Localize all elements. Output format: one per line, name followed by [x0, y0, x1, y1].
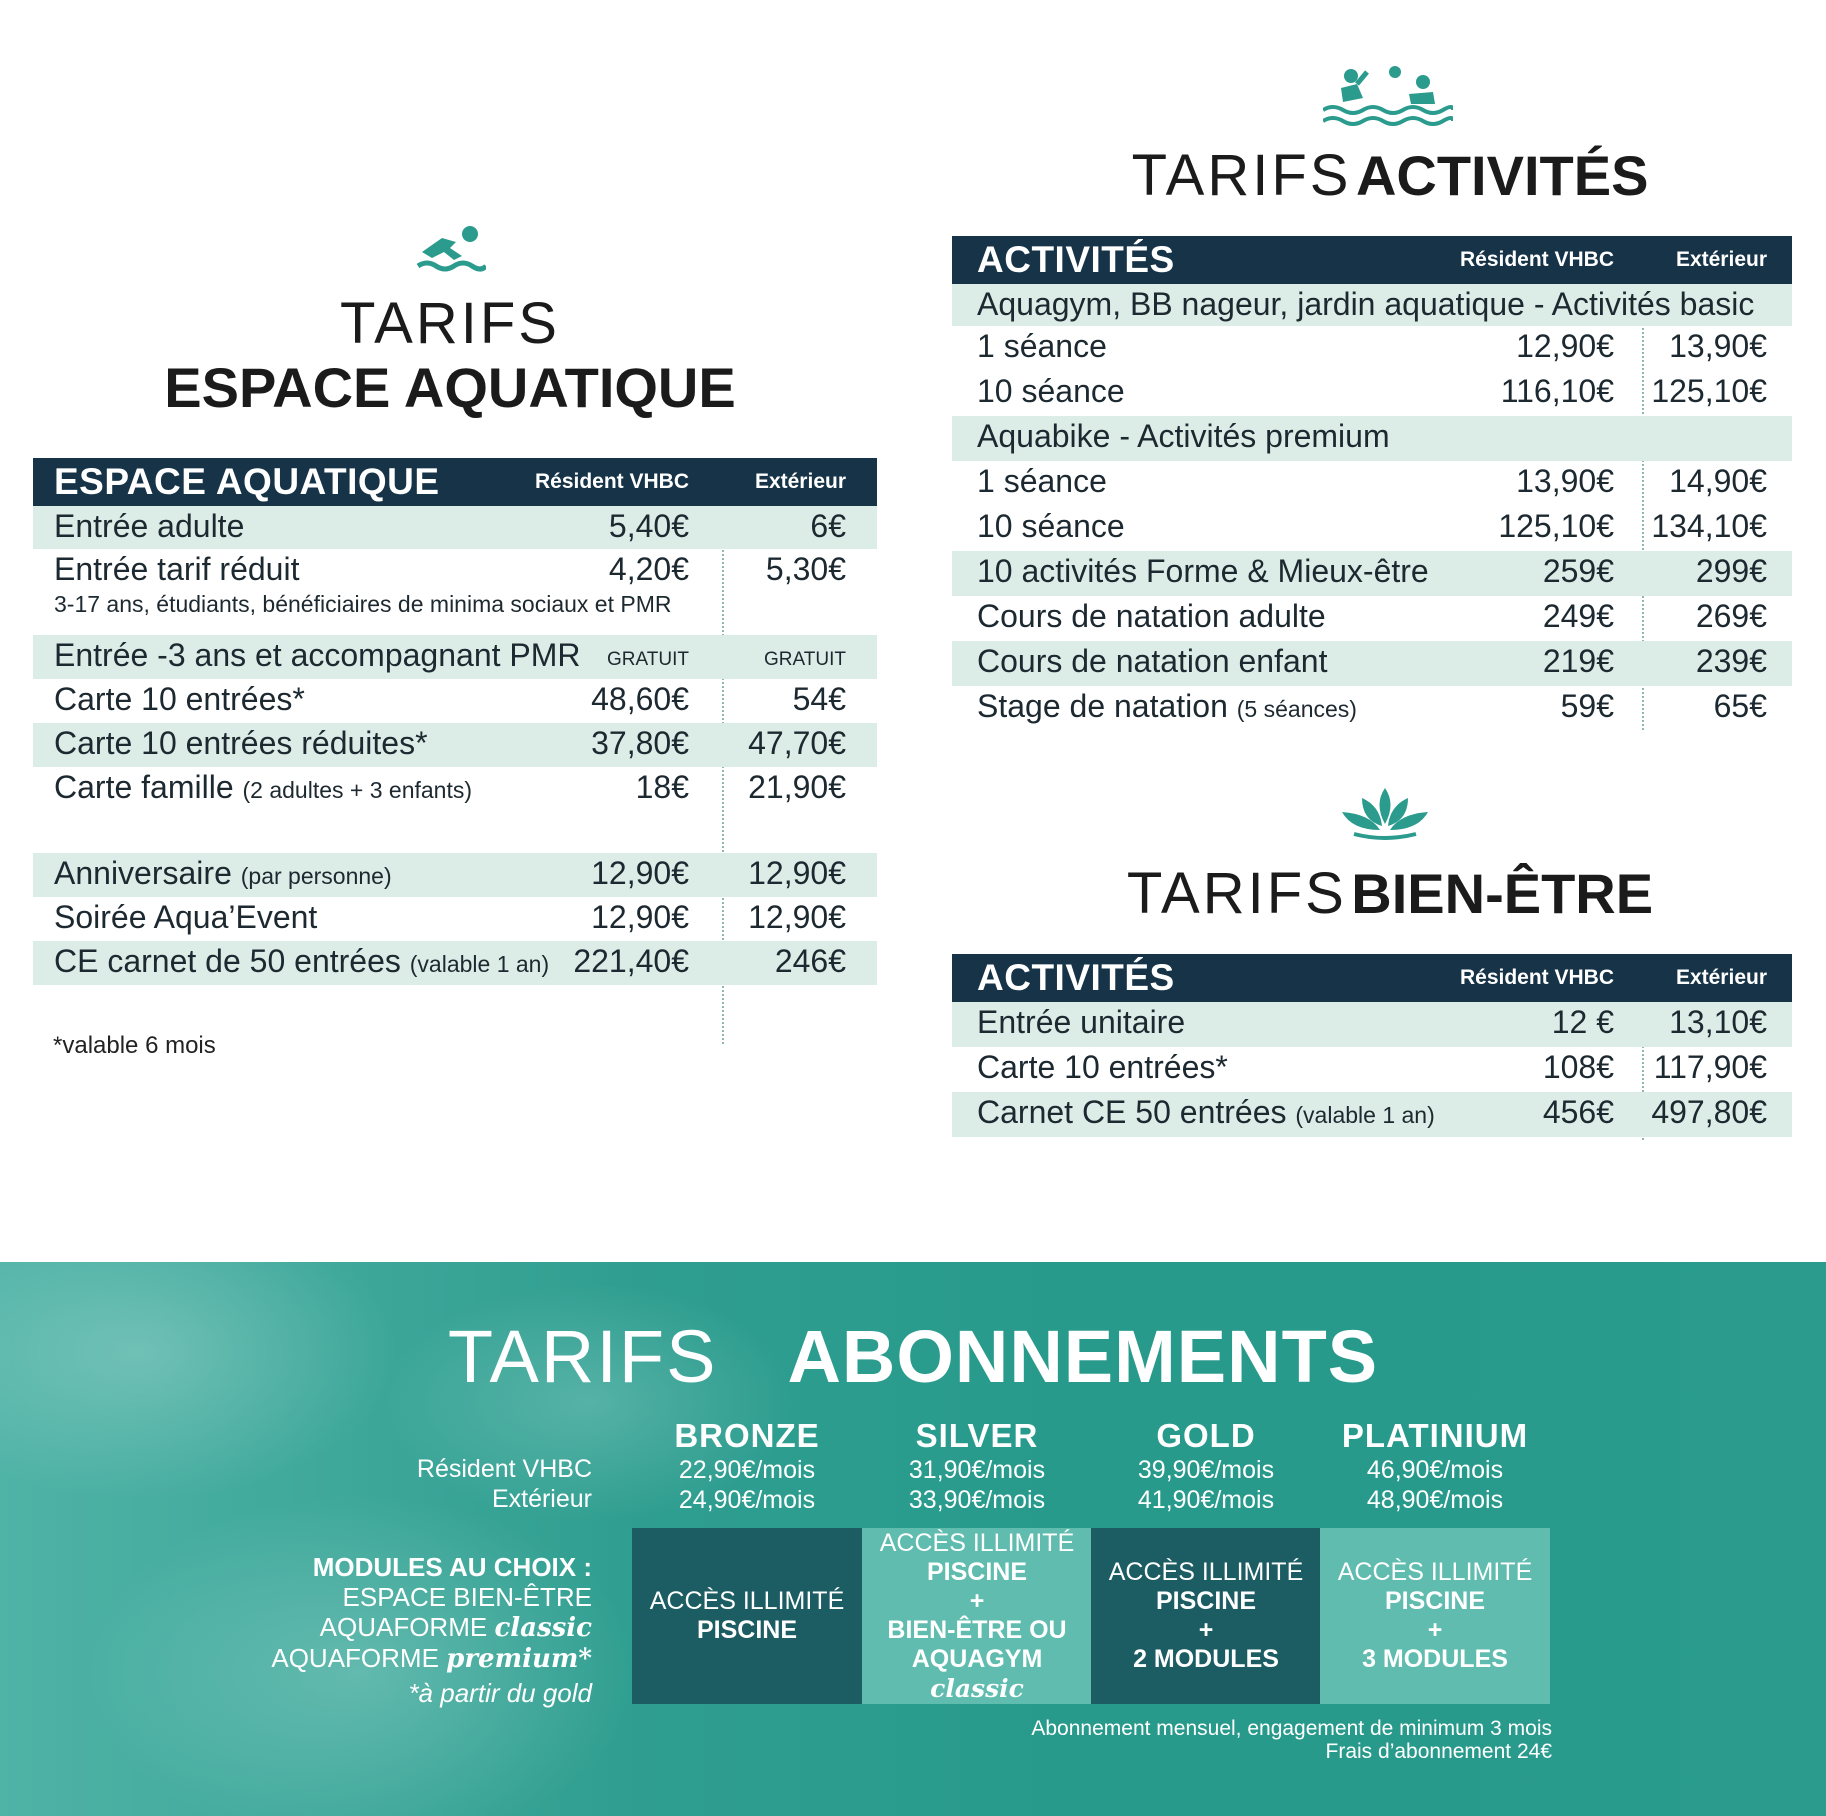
table-row: [33, 506, 877, 549]
tier-box-platinium: [1320, 1528, 1550, 1704]
box-line: AQUAGYM classic: [911, 1644, 1043, 1703]
box-line: PISCINE: [1155, 1587, 1257, 1615]
box-line: 2 MODULES: [1133, 1645, 1279, 1673]
aquatique-title-light: TARIFS: [340, 291, 560, 356]
abonnements-title: [0, 1314, 1826, 1399]
tier-box-gold: [1091, 1528, 1321, 1704]
water-play-icon: [1323, 64, 1453, 126]
aquatique-title-bold: ESPACE AQUATIQUE: [164, 356, 736, 419]
module-item: AQUAFORME premium*: [271, 1643, 592, 1674]
table-row: [952, 686, 1792, 731]
row-label: Cours de natation enfant: [977, 643, 1328, 679]
tier-price-resident: 22,90€/mois: [678, 1456, 816, 1484]
row-label: 10 activités Forme & Mieux-être: [977, 553, 1429, 589]
price-resident: 48,60€: [591, 681, 689, 717]
tier-silver: [862, 1417, 1092, 1515]
price-exterieur: 54€: [792, 681, 846, 717]
price-exterieur: 239€: [1695, 643, 1767, 679]
tier-name: GOLD: [1156, 1417, 1256, 1454]
price-resident: 37,80€: [591, 725, 689, 761]
activites-table: [952, 236, 1792, 724]
row-label: Aquagym, BB nageur, jardin aquatique - Activités basic: [977, 286, 1755, 322]
row-label: Aquabike - Activités premium: [977, 418, 1390, 454]
price-exterieur: 299€: [1695, 553, 1767, 589]
row-label: Cours de natation adulte: [977, 598, 1326, 634]
box-line: ACCÈS ILLIMITÉ: [1337, 1558, 1533, 1586]
row-sublabel: 3-17 ans, étudiants, bénéficiaires de minima sociaux et PMR: [54, 591, 672, 617]
condition-frais: Frais d’abonnement 24€: [1325, 1740, 1552, 1763]
row-label: Soirée Aqua’Event: [54, 899, 318, 935]
table-row: [33, 897, 877, 941]
abonnements-section: [0, 1262, 1826, 1816]
box-line: +: [969, 1586, 985, 1615]
price-resident: 259€: [1542, 553, 1614, 589]
tier-platinium: [1320, 1417, 1550, 1515]
header-resident: Résident VHBC: [1459, 966, 1614, 989]
price-resident: 108€: [1542, 1049, 1614, 1085]
price-resident: GRATUIT: [607, 649, 689, 670]
box-line: +: [1427, 1616, 1443, 1644]
price-resident: 12 €: [1551, 1004, 1614, 1040]
aquatique-title: [40, 292, 860, 420]
price-resident: 221,40€: [573, 943, 689, 979]
abonnement-conditions: [1031, 1717, 1552, 1763]
row-label: Entrée unitaire: [977, 1004, 1186, 1040]
tier-name: SILVER: [915, 1417, 1039, 1454]
box-line: ACCÈS ILLIMITÉ: [1108, 1558, 1304, 1586]
header-exterieur: Extérieur: [754, 470, 846, 493]
table-row: [952, 1092, 1792, 1137]
row-label: Carnet CE 50 entrées (valable 1 an): [977, 1094, 1435, 1130]
table-row: [952, 1002, 1792, 1047]
row-label: 1 séance: [977, 463, 1107, 499]
activites-title: [1000, 142, 1780, 209]
box-line: ACCÈS ILLIMITÉ: [649, 1587, 845, 1615]
modules-heading: MODULES AU CHOIX :: [312, 1552, 592, 1582]
price-resident: 5,40€: [608, 508, 689, 544]
price-exterieur: GRATUIT: [764, 649, 846, 670]
box-line: 3 MODULES: [1362, 1645, 1508, 1673]
price-exterieur: 13,10€: [1669, 1004, 1767, 1040]
bienetre-title-bold: BIEN-ÊTRE: [1351, 862, 1654, 925]
box-line: PISCINE: [696, 1616, 798, 1644]
price-exterieur: 125,10€: [1651, 373, 1767, 409]
price-exterieur: 5,30€: [765, 551, 846, 587]
price-exterieur: 65€: [1713, 688, 1767, 724]
row-label: Entrée tarif réduit: [54, 551, 300, 587]
price-resident: 13,90€: [1516, 463, 1614, 499]
tier-box-silver: [862, 1528, 1092, 1704]
price-resident: 18€: [635, 769, 689, 805]
price-exterieur: 6€: [810, 508, 846, 544]
tier-bronze: [632, 1417, 862, 1515]
row-label: Carte 10 entrées*: [977, 1049, 1228, 1085]
row-label: Entrée adulte: [54, 508, 245, 544]
row-label: Carte famille (2 adultes + 3 enfants): [54, 769, 473, 805]
table-row: [952, 551, 1792, 596]
table-header: [33, 458, 877, 506]
swimmer-icon: [416, 222, 486, 276]
aquatique-table: [33, 458, 877, 979]
box-line: PISCINE: [1384, 1587, 1486, 1615]
modules-note: *à partir du gold: [408, 1678, 592, 1708]
header-resident: Résident VHBC: [1459, 248, 1614, 271]
price-resident: 125,10€: [1498, 508, 1614, 544]
tier-price-exterieur: 48,90€/mois: [1366, 1486, 1504, 1514]
price-exterieur: 134,10€: [1651, 508, 1767, 544]
price-resident: 456€: [1542, 1094, 1614, 1130]
row-label: Carte 10 entrées*: [54, 681, 305, 717]
tier-box-bronze: [632, 1528, 862, 1704]
row-label: 10 séance: [977, 508, 1125, 544]
price-row-labels: [417, 1454, 592, 1514]
tier-price-resident: 46,90€/mois: [1366, 1456, 1504, 1484]
header-exterieur: Extérieur: [1675, 966, 1767, 989]
price-exterieur: 269€: [1695, 598, 1767, 634]
abonnements-title-bold: ABONNEMENTS: [787, 1315, 1379, 1398]
header-exterieur: Extérieur: [1675, 248, 1767, 271]
row-label: Anniversaire (par personne): [54, 855, 392, 891]
box-line: +: [1198, 1616, 1214, 1644]
table-row: [952, 284, 1792, 326]
lotus-icon: [1340, 784, 1430, 840]
bienetre-title: [1000, 860, 1780, 927]
tier-name: PLATINIUM: [1341, 1417, 1529, 1454]
table-row: [952, 641, 1792, 686]
activites-title-bold: ACTIVITÉS: [1355, 144, 1649, 207]
table-row: [33, 635, 877, 679]
table-row: [952, 596, 1792, 641]
price-resident: 249€: [1542, 598, 1614, 634]
table-row: [33, 549, 877, 635]
price-exterieur: 12,90€: [748, 899, 846, 935]
price-resident: 4,20€: [608, 551, 689, 587]
header-label: ESPACE AQUATIQUE: [54, 461, 440, 502]
tier-price-exterieur: 41,90€/mois: [1137, 1486, 1275, 1514]
box-line: BIEN-ÊTRE OU: [887, 1615, 1067, 1644]
tier-gold: [1091, 1417, 1321, 1515]
table-row: [952, 416, 1792, 461]
table-row: [33, 941, 877, 985]
row-label: CE carnet de 50 entrées (valable 1 an): [54, 943, 550, 979]
row-label: Stage de natation (5 séances): [977, 688, 1357, 724]
tier-price-resident: 31,90€/mois: [908, 1456, 1046, 1484]
price-exterieur: 117,90€: [1653, 1049, 1767, 1085]
table-row: [33, 679, 877, 723]
price-resident: 12,90€: [591, 899, 689, 935]
price-resident: 59€: [1560, 688, 1614, 724]
table-row: [33, 767, 877, 811]
table-row: [33, 723, 877, 767]
row-label-exterieur: Extérieur: [491, 1485, 592, 1513]
bienetre-table: [952, 954, 1792, 1130]
price-resident: 219€: [1542, 643, 1614, 679]
module-item: ESPACE BIEN-ÊTRE: [342, 1582, 592, 1612]
price-exterieur: 12,90€: [748, 855, 846, 891]
row-label-resident: Résident VHBC: [416, 1455, 592, 1483]
table-row: [952, 506, 1792, 551]
price-resident: 12,90€: [1516, 328, 1614, 364]
box-line: ACCÈS ILLIMITÉ: [879, 1528, 1075, 1557]
price-resident: 12,90€: [591, 855, 689, 891]
bienetre-title-light: TARIFS: [1126, 861, 1347, 926]
table-row: [952, 1047, 1792, 1092]
condition-engagement: Abonnement mensuel, engagement de minimum 3 mois: [1031, 1717, 1552, 1740]
footnote: *valable 6 mois: [53, 1032, 216, 1059]
table-row: [952, 371, 1792, 416]
header-resident: Résident VHBC: [534, 470, 689, 493]
header-label: ACTIVITÉS: [977, 957, 1175, 998]
modules-list: [271, 1552, 592, 1708]
table-header: [952, 236, 1792, 284]
price-exterieur: 21,90€: [748, 769, 846, 805]
tier-price-resident: 39,90€/mois: [1137, 1456, 1275, 1484]
table-row: [952, 461, 1792, 506]
tier-price-exterieur: 33,90€/mois: [908, 1486, 1046, 1514]
header-label: ACTIVITÉS: [977, 239, 1175, 280]
price-exterieur: 246€: [774, 943, 846, 979]
row-label: 1 séance: [977, 328, 1107, 364]
price-exterieur: 497,80€: [1651, 1094, 1767, 1130]
price-exterieur: 13,90€: [1669, 328, 1767, 364]
activites-title-light: TARIFS: [1131, 143, 1352, 208]
module-item: AQUAFORME classic: [319, 1612, 592, 1643]
abonnements-title-light: TARIFS: [447, 1315, 718, 1398]
price-exterieur: 47,70€: [748, 725, 846, 761]
row-label: Carte 10 entrées réduites*: [54, 725, 428, 761]
table-row: [33, 853, 877, 897]
row-label: 10 séance: [977, 373, 1125, 409]
price-exterieur: 14,90€: [1669, 463, 1767, 499]
box-line: PISCINE: [926, 1557, 1028, 1586]
price-resident: 116,10€: [1500, 373, 1614, 409]
table-row: [952, 326, 1792, 371]
table-header: [952, 954, 1792, 1002]
tier-price-exterieur: 24,90€/mois: [678, 1486, 816, 1514]
tier-name: BRONZE: [674, 1417, 820, 1454]
row-label: Entrée -3 ans et accompagnant PMR: [54, 637, 581, 673]
